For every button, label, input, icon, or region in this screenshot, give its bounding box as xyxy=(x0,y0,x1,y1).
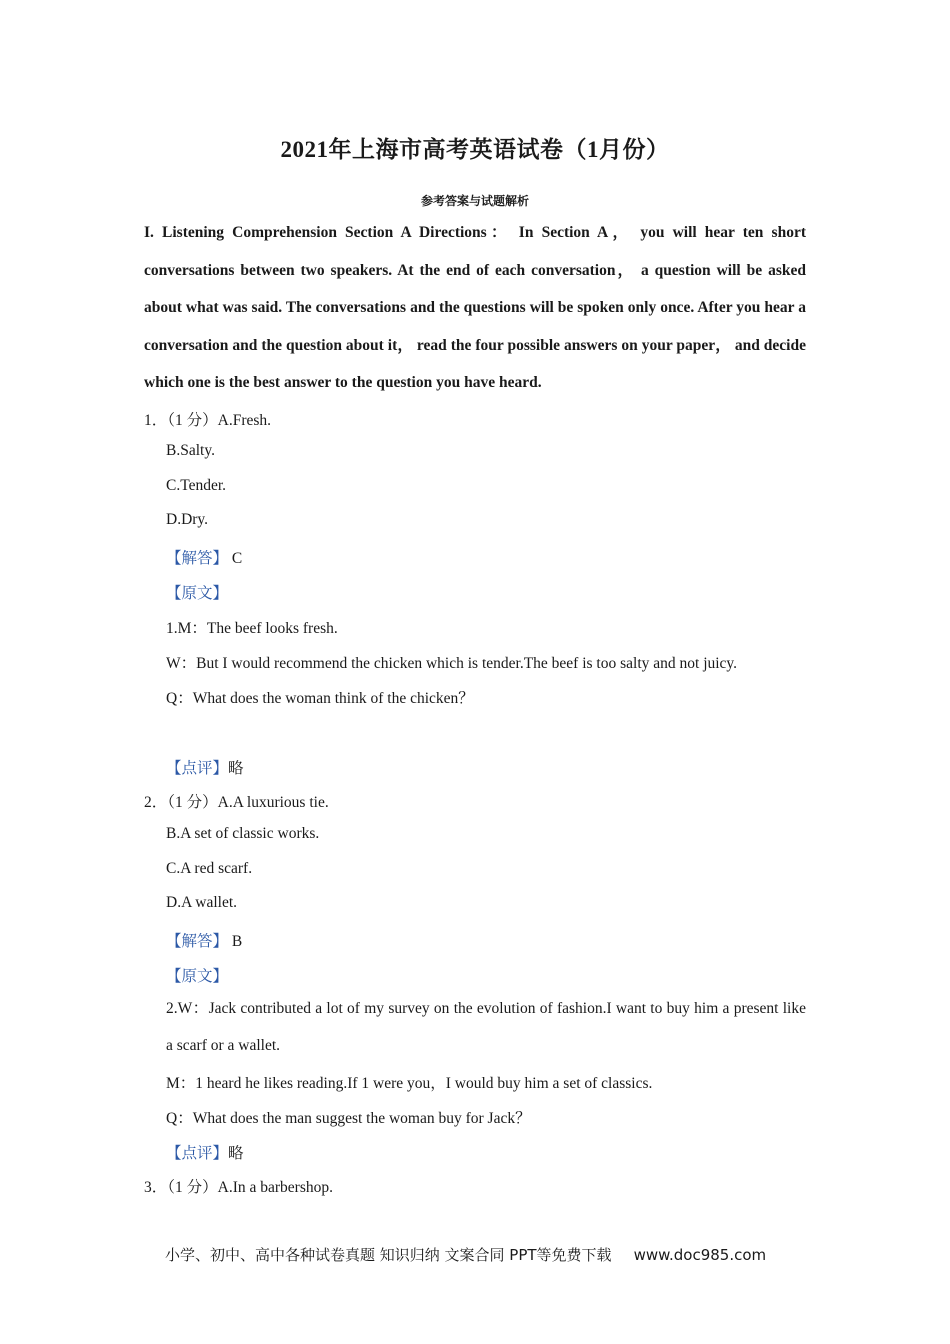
page-title: 2021年上海市高考英语试卷（1月份） xyxy=(280,137,670,162)
question-1-original-line-1: 1.M：The beef looks fresh. xyxy=(166,620,338,637)
comment-value: 略 xyxy=(228,1145,244,1162)
section-directions: I. Listening Comprehension Section A Directions： In Section A， you will hear ten short conversations between two speakers. At the end of each conversation， a question will be asked about what was said. The conversations and the questions will be spoken only once. After you hear a conversation and the question about it， read the four possible answers on your paper， and decide which one is the best answer to the question you have heard. xyxy=(144,224,806,392)
answer-value: B xyxy=(231,933,243,950)
question-2-option-d: D.A wallet. xyxy=(166,894,238,911)
answer-value: C xyxy=(231,550,243,567)
question-2-original-line-2: M：1 heard he likes reading.If 1 were you，I would buy him a set of classics. xyxy=(166,1075,653,1092)
question-2-original-line-1: 2.W：Jack contributed a lot of my survey on the evolution of fashion.I want to buy him a present like a scarf or a wallet. xyxy=(166,1000,806,1054)
footer-text: 小学、初中、高中各种试卷真题 知识归纳 文案合同 PPT等免费下载 xyxy=(165,1246,612,1264)
footer-site-link[interactable]: www.doc985.com xyxy=(633,1246,767,1264)
question-1-original-line-2: W：But I would recommend the chicken which is tender.The beef is too salty and not juicy. xyxy=(166,655,738,672)
question-2-option-c: C.A red scarf. xyxy=(166,860,253,877)
question-1-stem: 1．（1 分）A.Fresh. xyxy=(144,412,272,429)
answer-tag: 【解答】 xyxy=(166,933,229,950)
question-2-original-tag: 【原文】 xyxy=(166,968,229,985)
answer-tag: 【解答】 xyxy=(166,550,229,567)
question-2-answer xyxy=(166,929,242,951)
question-1-original-line-3: Q：What does the woman think of the chicken？ xyxy=(166,690,474,707)
question-1-option-d: D.Dry. xyxy=(166,511,209,528)
comment-value: 略 xyxy=(228,760,244,777)
question-3-stem: 3．（1 分）A.In a barbershop. xyxy=(144,1179,333,1196)
question-1-comment xyxy=(166,756,244,778)
question-2-stem: 2．（1 分）A.A luxurious tie. xyxy=(144,794,329,811)
comment-tag: 【点评】 xyxy=(166,1145,229,1162)
question-1-option-c: C.Tender. xyxy=(166,477,227,494)
question-1-answer xyxy=(166,546,242,568)
comment-tag: 【点评】 xyxy=(166,760,229,777)
page-subtitle: 参考答案与试题解析 xyxy=(420,194,529,208)
question-2-comment xyxy=(166,1141,244,1163)
page-footer xyxy=(165,1244,766,1265)
question-2-original-line-3: Q：What does the man suggest the woman buy for Jack？ xyxy=(166,1110,531,1127)
question-2-option-b: B.A set of classic works. xyxy=(166,825,320,842)
question-1-original-tag: 【原文】 xyxy=(166,585,229,602)
question-1-option-b: B.Salty. xyxy=(166,442,215,459)
